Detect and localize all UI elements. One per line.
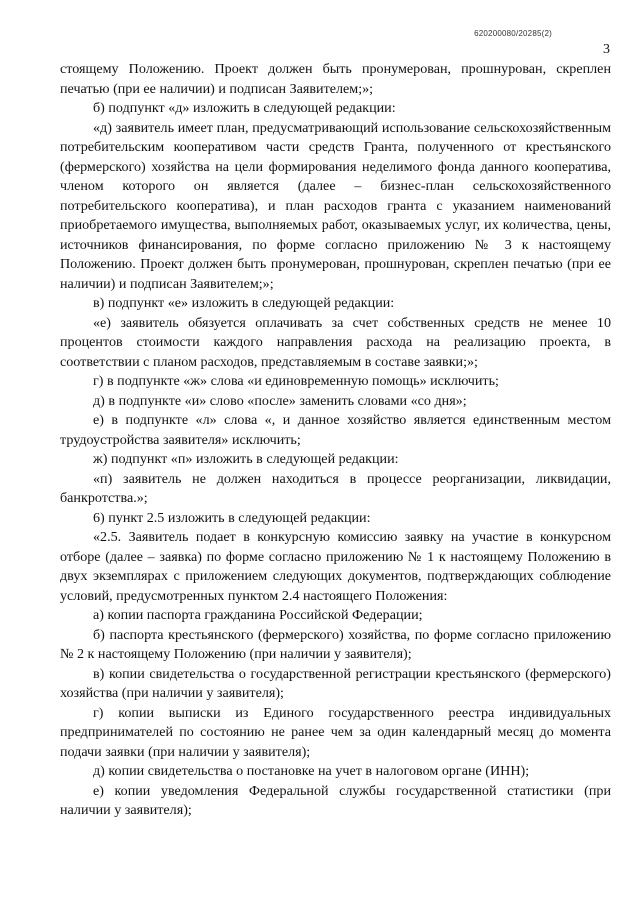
list-item-v: в) копии свидетельства о государственной регистрации крестьянского (фермерского) хозяйства (при наличии у заявителя);: [60, 665, 611, 701]
paragraph-continuation: стоящему Положению. Проект должен быть пронумерован, прошнурован, скреплен печатью (при ее наличии) и подписан Заявителем;»;: [60, 61, 611, 97]
paragraph-subitem-e: е) в подпункте «л» слова «, и данное хозяйство является единственным местом трудоустройства заявителя» исключить;: [60, 412, 611, 448]
page-number: 3: [603, 42, 610, 57]
list-item-d: д) копии свидетельства о постановке на учет в налоговом органе (ИНН);: [93, 763, 530, 779]
paragraph-quote-p: «п) заявитель не должен находиться в процессе реорганизации, ликвидации, банкротства.»;: [60, 470, 611, 506]
paragraph-quote-d: «д) заявитель имеет план, предусматривающий использование сельскохозяйственным потребительским кооперативом части средств Гранта, полученного от крестьянского (фермерского) хозяйства на цели формирования неделимого фонда данного кооператива, членом которого он является (далее – бизнес-план сельскохозяйственного потребительского кооператива), и план расходов гранта с указанием наименований приобретаемого имущества, выполняемых работ, оказываемых услуг, их количества, цены, источников финансирования, по форме согласно приложению № 3 к настоящему Положению. Проект должен быть пронумерован, прошнурован, скреплен печатью (при ее наличии) и подписан Заявителем;»;: [60, 119, 611, 292]
list-item-a: а) копии паспорта гражданина Российской Федерации;: [93, 607, 423, 623]
document-id: 620200080/20285(2): [474, 29, 552, 38]
list-item-b: б) паспорта крестьянского (фермерского) хозяйства, по форме согласно приложению № 2 к настоящему Положению (при наличии у заявителя);: [60, 626, 611, 662]
list-item-e: е) копии уведомления Федеральной службы государственной статистики (при наличии у заявителя);: [60, 782, 611, 818]
paragraph-subitem-d: д) в подпункте «и» слово «после» заменить словами «со дня»;: [93, 392, 467, 409]
paragraph-subitem-b: б) подпункт «д» изложить в следующей редакции:: [93, 100, 396, 116]
paragraph-subitem-v: в) подпункт «е» изложить в следующей редакции:: [93, 295, 395, 311]
paragraph-subitem-g: г) в подпункте «ж» слова «и единовременную помощь» исключить;: [93, 373, 499, 389]
paragraph-subitem-zh: ж) подпункт «п» изложить в следующей редакции:: [93, 451, 399, 467]
list-item-g: г) копии выписки из Единого государственного реестра индивидуальных предпринимателей по состоянию не ранее чем за один календарный месяц до момента подачи заявки (при наличии у заявителя);: [60, 704, 611, 760]
paragraph-item-6: 6) пункт 2.5 изложить в следующей редакции:: [93, 509, 371, 526]
document-body: [60, 60, 611, 821]
paragraph-quote-e: «е) заявитель обязуется оплачивать за счет собственных средств не менее 10 процентов стоимости каждого направления расхода на реализацию проекта, в соответствии с планом расходов, представляемым в составе заявки;»;: [60, 314, 611, 370]
paragraph-quote-2-5: «2.5. Заявитель подает в конкурсную комиссию заявку на участие в конкурсном отборе (далее – заявка) по форме согласно приложению № 1 к настоящему Положению в двух экземплярах с приложением следующих документов, подтверждающих соблюдение условий, предусмотренных пунктом 2.4 настоящего Положения:: [60, 529, 611, 604]
